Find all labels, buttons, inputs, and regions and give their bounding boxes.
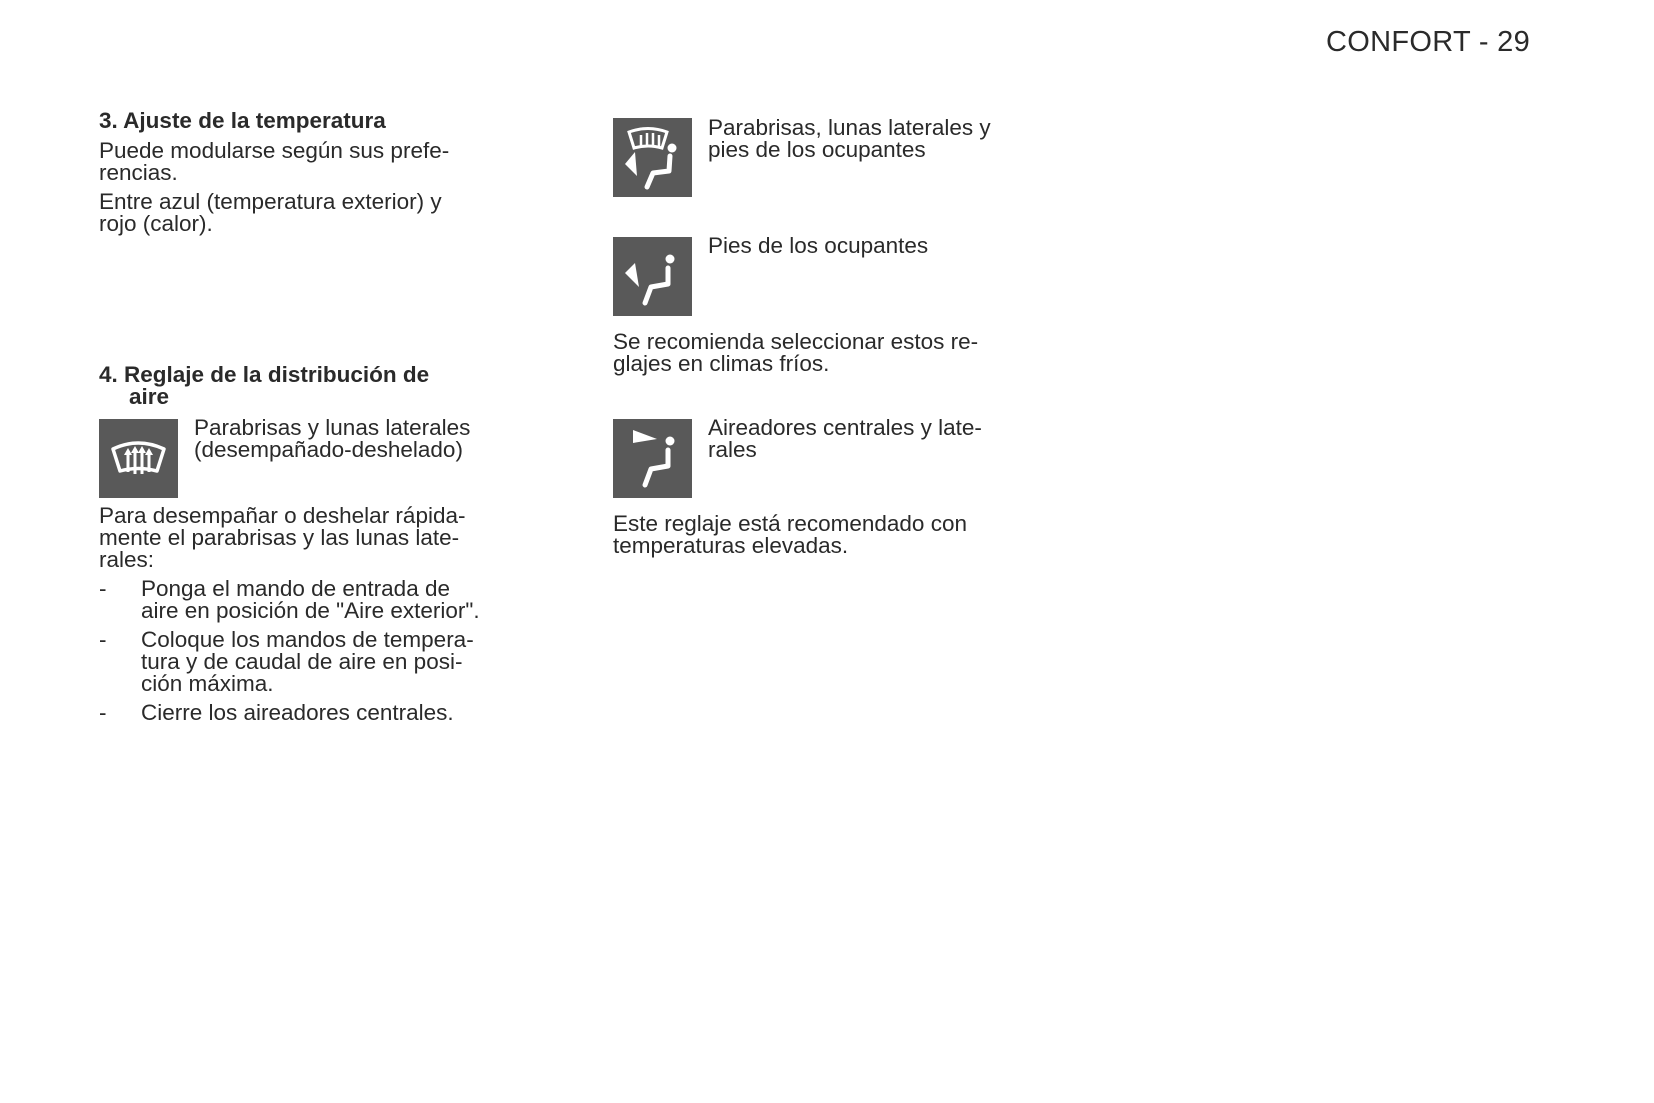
paragraph: Para desempañar o deshelar rápida- mente el parabrisas y las lunas late- rales: [99,503,466,572]
paragraph: Se recomienda seleccionar estos re- glajes en climas fríos. [613,329,979,376]
paragraph: Este reglaje está recomendado con temperaturas elevadas. [613,511,967,558]
section-temperature [99,110,533,235]
defrost-instructions [99,505,533,724]
section-title: 3. Ajuste de la temperatura [99,108,386,133]
vents-note [613,513,1047,557]
windshield-feet-label: Parabrisas, lunas laterales y pies de los ocupantes [708,115,991,162]
feet-air-icon [613,237,692,316]
section-title: 4. Reglaje de la distribución de [99,362,430,387]
list-item: - Cierre los aireadores centrales. [99,700,454,725]
paragraph: Puede modularse según sus prefe- rencias. [99,138,450,185]
page-header: CONFORT - 29 [1326,26,1530,58]
section-air-distribution [99,364,533,408]
list-item: - Coloque los mandos de tempera- tura y de caudal de aire en posi- ción máxima. [99,627,474,696]
vents-label: Aireadores centrales y late- rales [708,415,982,462]
feet-label: Pies de los ocupantes [708,233,929,258]
defrost-label: Parabrisas y lunas laterales (desempañado-deshelado) [194,415,471,462]
face-vents-air-icon [613,419,692,498]
paragraph: Entre azul (temperatura exterior) y rojo (calor). [99,189,442,236]
feet-note [613,331,1047,375]
windshield-defrost-icon [99,419,178,498]
list-item: - Ponga el mando de entrada de aire en posición de "Aire exterior". [99,576,480,623]
windshield-feet-air-icon [613,118,692,197]
section-title-cont: aire [129,384,170,409]
